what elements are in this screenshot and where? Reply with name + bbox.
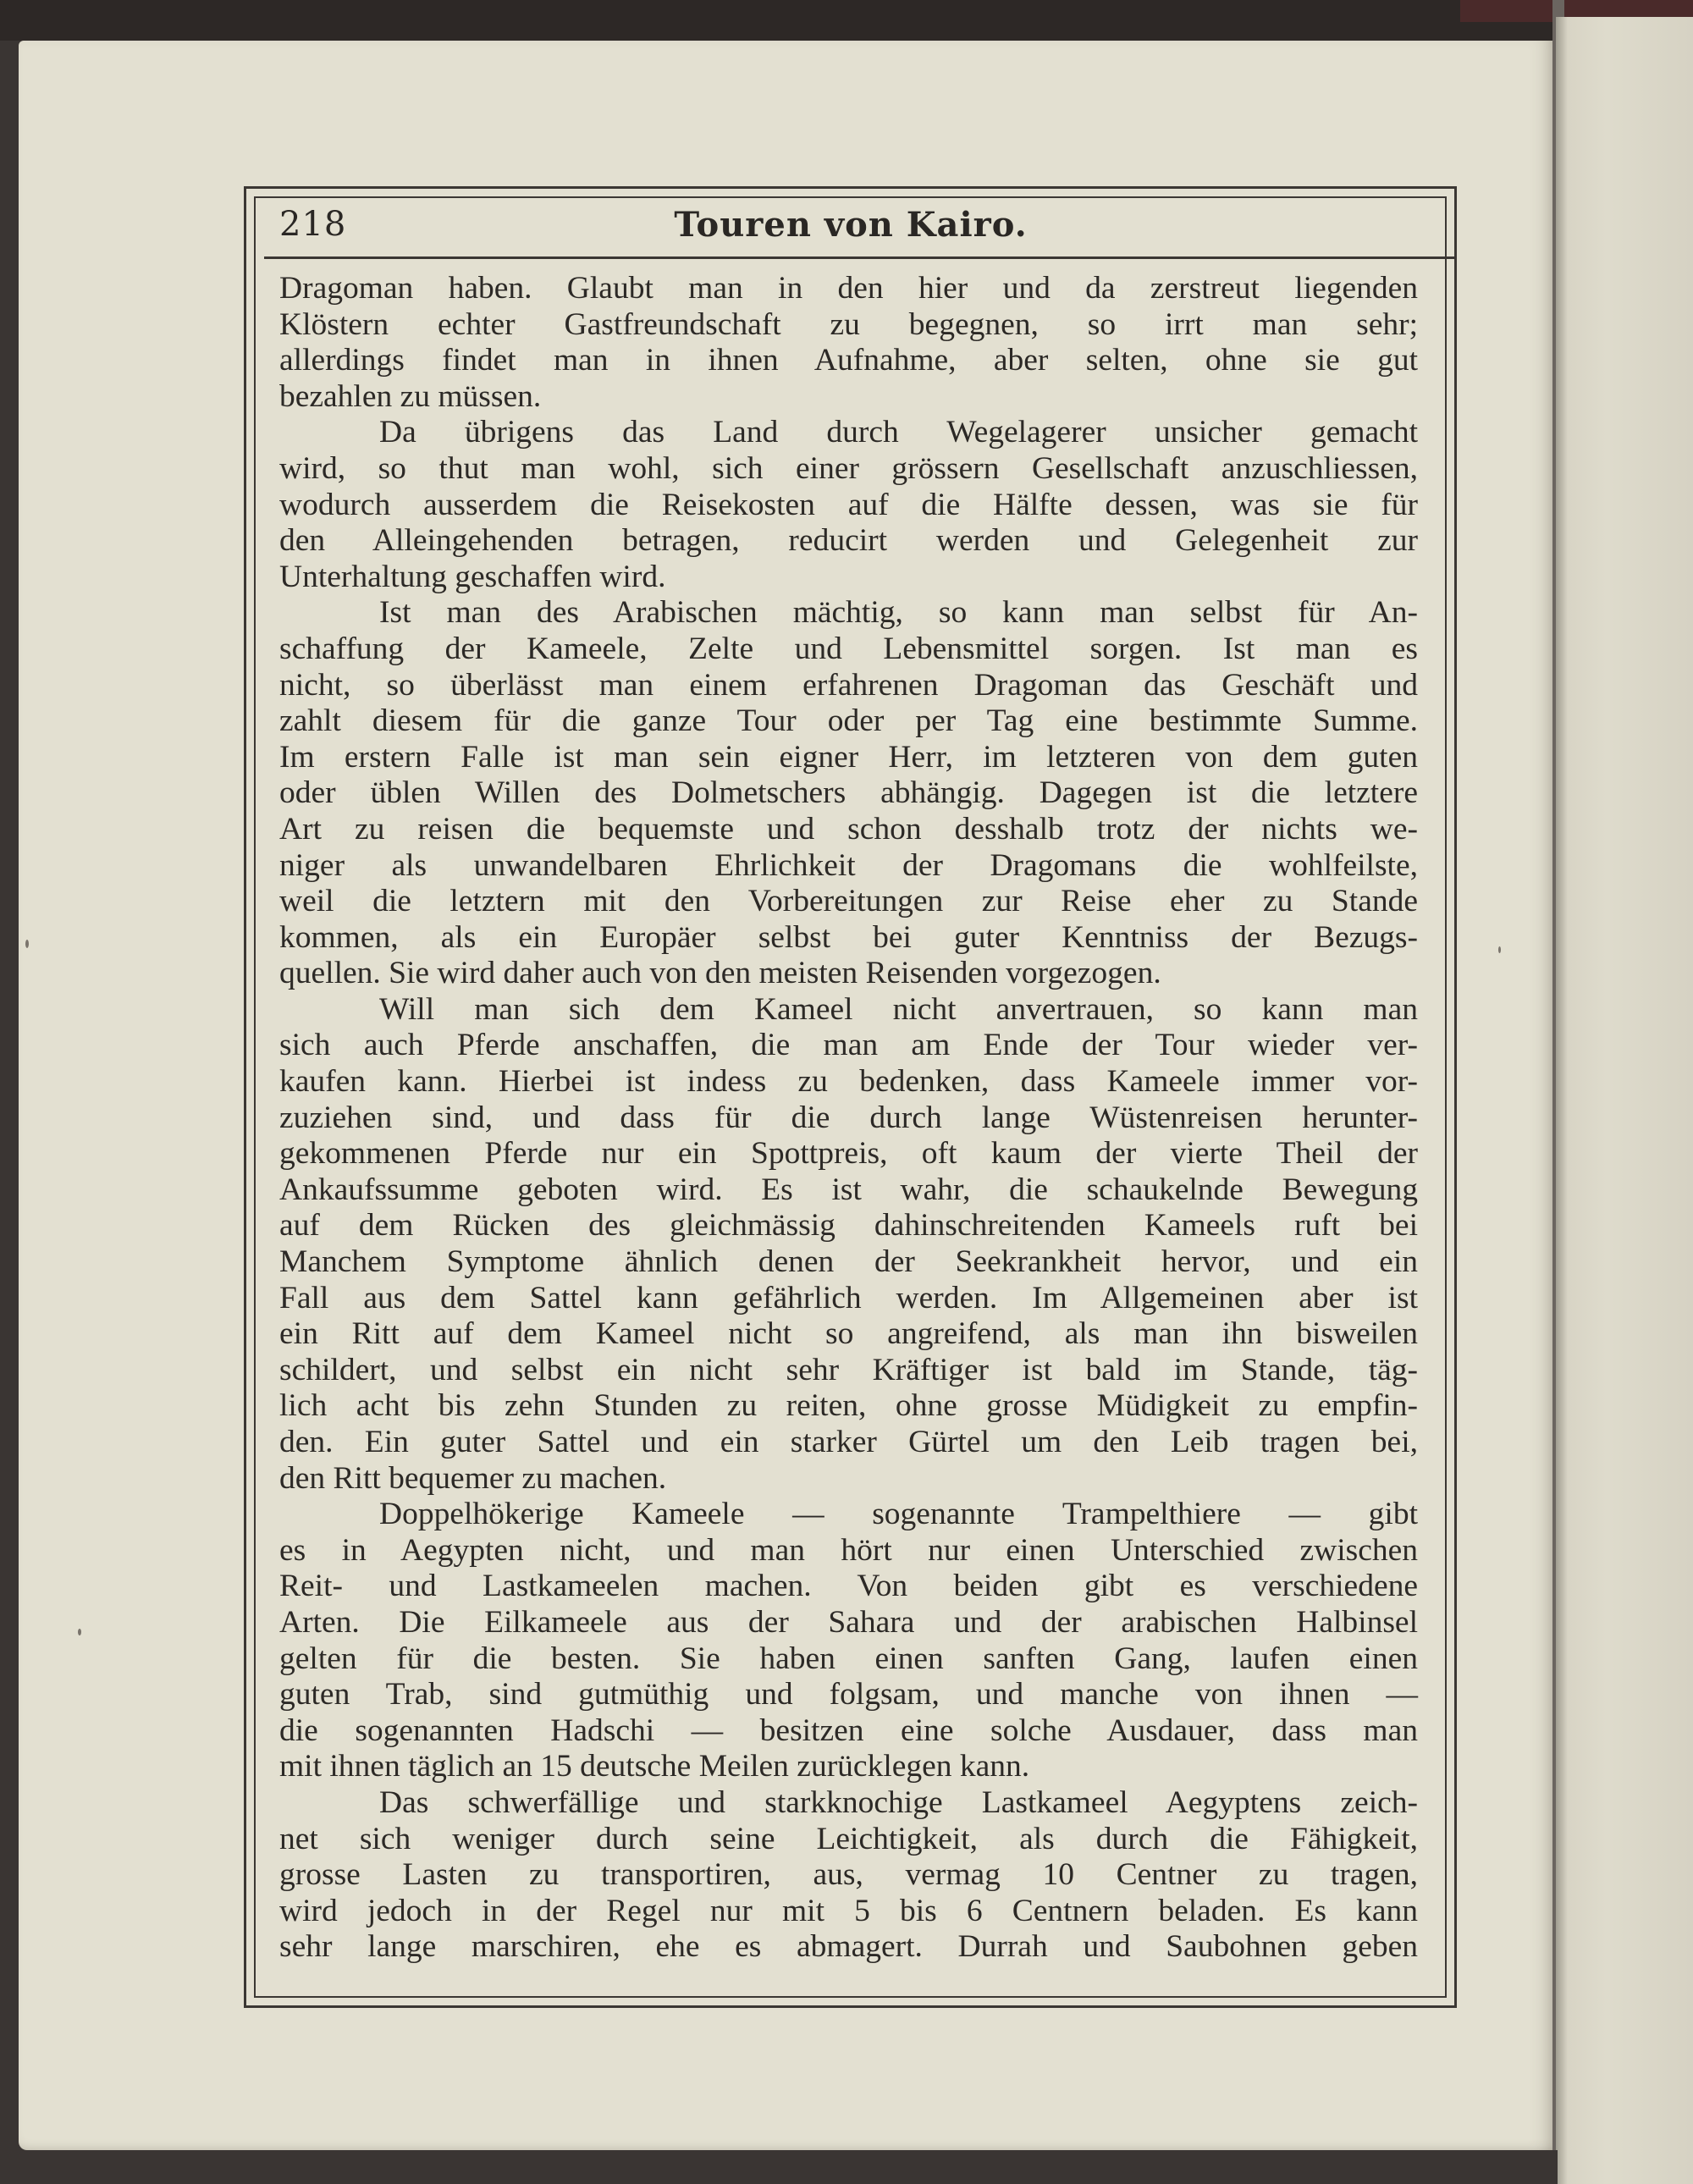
- text-line: kommen, als ein Europäer selbst bei guter Kenntniss der Bezugs-: [279, 919, 1418, 955]
- text-line: Manchem Symptome ähnlich denen der Seekrankheit hervor, und ein: [279, 1244, 1418, 1280]
- text-line: auf dem Rücken des gleichmässig dahinschreitenden Kameels ruft bei: [279, 1208, 1418, 1244]
- facing-page-edge: [1556, 17, 1693, 2184]
- paragraph: [279, 595, 1418, 992]
- text-line: Ankaufssumme geboten wird. Es ist wahr, die schaukelnde Bewegung: [279, 1172, 1418, 1207]
- background-top-strip: [0, 0, 1693, 41]
- text-line: Im erstern Falle ist man sein eigner Herr, im letzteren von dem guten: [279, 739, 1418, 775]
- paragraph: [279, 992, 1418, 1497]
- text-line: Doppelhökerige Kameele — sogenannte Trampelthiere — gibt: [379, 1497, 1418, 1532]
- text-line: niger als unwandelbaren Ehrlichkeit der Dragomans die wohlfeilste,: [279, 847, 1418, 883]
- paragraph: [279, 271, 1418, 415]
- text-line: Reit- und Lastkameelen machen. Von beiden gibt es verschiedene: [279, 1569, 1418, 1604]
- paragraph: [279, 1785, 1418, 1966]
- text-line: Art zu reisen die bequemste und schon desshalb trotz der nichts we-: [279, 811, 1418, 847]
- paper-speck: [78, 1629, 81, 1635]
- text-line: kaufen kann. Hierbei ist indess zu bedenken, dass Kameele immer vor-: [279, 1064, 1418, 1100]
- text-line: den. Ein guter Sattel und ein starker Gürtel um den Leib tragen bei,: [279, 1425, 1418, 1459]
- text-line: gelten für die besten. Sie haben einen sanften Gang, laufen einen: [279, 1641, 1418, 1676]
- text-line: bezahlen zu müssen.: [279, 378, 542, 414]
- text-line: Dragoman haben. Glaubt man in den hier und da zerstreut liegenden: [279, 271, 1418, 306]
- text-line: wodurch ausserdem die Reisekosten auf die Hälfte dessen, was sie für: [279, 487, 1418, 522]
- text-line: schildert, und selbst ein nicht sehr Kräftiger ist bald im Stande, täg-: [279, 1352, 1418, 1387]
- text-line: nicht, so überlässt man einem erfahrenen Dragoman das Geschäft und: [279, 667, 1418, 703]
- text-line: wird, so thut man wohl, sich einer grössern Gesellschaft anzuschliessen,: [279, 450, 1418, 486]
- text-line: den Alleingehenden betragen, reducirt werden und Gelegenheit zur: [279, 523, 1418, 559]
- text-line: weil die letztern mit den Vorbereitungen zur Reise eher zu Stande: [279, 884, 1418, 919]
- background-bottom-strip: [0, 2150, 1558, 2184]
- text-line: zahlt diesem für die ganze Tour oder per Tag eine bestimmte Summe.: [279, 703, 1418, 739]
- text-line: oder üblen Willen des Dolmetschers abhängig. Dagegen ist die letztere: [279, 775, 1418, 811]
- text-line: Ist man des Arabischen mächtig, so kann man selbst für An-: [379, 595, 1418, 631]
- text-line: lich acht bis zehn Stunden zu reiten, ohne grosse Müdigkeit zu empfin-: [279, 1388, 1418, 1424]
- text-line: sehr lange marschiren, ehe es abmagert. Durrah und Saubohnen geben: [279, 1929, 1418, 1965]
- header-rule: [264, 256, 1456, 259]
- text-line: zuziehen sind, und dass für die durch lange Wüstenreisen herunter-: [279, 1100, 1418, 1135]
- paragraph: [279, 415, 1418, 595]
- text-line: grosse Lasten zu transportiren, aus, vermag 10 Centner zu tragen,: [279, 1857, 1418, 1893]
- text-line: net sich weniger durch seine Leichtigkeit, als durch die Fähigkeit,: [279, 1821, 1418, 1856]
- paper-speck: [25, 940, 29, 948]
- text-line: den Ritt bequemer zu machen.: [279, 1460, 667, 1496]
- paper-speck: [1498, 946, 1501, 953]
- text-line: wird jedoch in der Regel nur mit 5 bis 6 Centnern beladen. Es kann: [279, 1893, 1418, 1928]
- text-line: Unterhaltung geschaffen wird.: [279, 559, 666, 594]
- text-line: guten Trab, sind gutmüthig und folgsam, und manche von ihnen —: [279, 1677, 1418, 1712]
- text-line: die sogenannten Hadschi — besitzen eine solche Ausdauer, dass man: [279, 1712, 1418, 1748]
- text-line: Klöstern echter Gastfreundschaft zu begegnen, so irrt man sehr;: [279, 306, 1418, 342]
- running-head: Touren von Kairo.: [674, 205, 1028, 245]
- text-line: Da übrigens das Land durch Wegelagerer unsicher gemacht: [379, 415, 1418, 450]
- paragraph: [279, 1497, 1418, 1785]
- text-line: Will man sich dem Kameel nicht anvertrauen, so kann man: [379, 991, 1418, 1027]
- text-line: mit ihnen täglich an 15 deutsche Meilen zurücklegen kann.: [279, 1749, 1030, 1784]
- text-line: allerdings findet man in ihnen Aufnahme, aber selten, ohne sie gut: [279, 343, 1418, 378]
- text-line: Das schwerfällige und starkknochige Lastkameel Aegyptens zeich-: [379, 1784, 1418, 1820]
- text-line: ein Ritt auf dem Kameel nicht so angreifend, als man ihn bisweilen: [279, 1316, 1418, 1352]
- text-line: es in Aegypten nicht, und man hört nur einen Unterschied zwischen: [279, 1532, 1418, 1568]
- page-number: 218: [279, 205, 347, 244]
- text-line: schaffung der Kameele, Zelte und Lebensmittel sorgen. Ist man es: [279, 631, 1418, 666]
- body-text: [279, 271, 1418, 1966]
- text-line: sich auch Pferde anschaffen, die man am Ende der Tour wieder ver-: [279, 1028, 1418, 1063]
- page-header: [279, 203, 1422, 254]
- text-line: Fall aus dem Sattel kann gefährlich werden. Im Allgemeinen aber ist: [279, 1280, 1418, 1315]
- text-line: gekommenen Pferde nur ein Spottpreis, oft kaum der vierte Theil der: [279, 1136, 1418, 1172]
- text-line: quellen. Sie wird daher auch von den meisten Reisenden vorgezogen.: [279, 956, 1161, 991]
- text-line: Arten. Die Eilkameele aus der Sahara und der arabischen Halbinsel: [279, 1604, 1418, 1640]
